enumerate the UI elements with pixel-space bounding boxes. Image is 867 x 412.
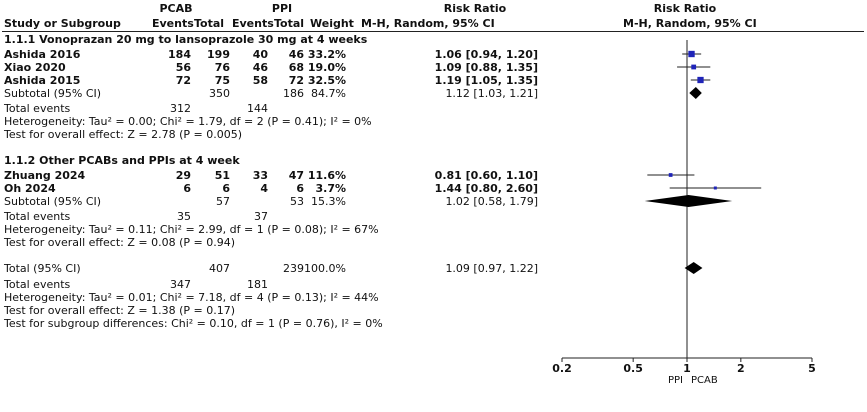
subtotal-total1: 350 (209, 87, 230, 100)
study-point (714, 187, 717, 190)
x-tick-label: 5 (808, 362, 816, 375)
col-total2: Total (274, 17, 305, 30)
study-ci: 1.19 [1.05, 1.35] (434, 74, 538, 87)
study-total2: 72 (288, 74, 304, 87)
total-overall-effect-text: Test for overall effect: Z = 1.38 (P = 0.17) (4, 304, 235, 317)
study-total1: 6 (222, 182, 230, 195)
study-total2: 46 (288, 48, 304, 61)
total-ci: 1.09 [0.97, 1.22] (445, 262, 538, 275)
study-events1: 29 (175, 169, 191, 182)
col-total1: Total (194, 17, 225, 30)
total-events-group2: 181 (247, 278, 268, 291)
x-tick-label: 0.5 (623, 362, 643, 375)
study-total1: 75 (214, 74, 230, 87)
events-group2: 144 (247, 102, 268, 115)
col-study: Study or Subgroup (4, 17, 121, 30)
heterogeneity-text: Heterogeneity: Tau² = 0.11; Chi² = 2.99, df = 1 (P = 0.08); I² = 67% (4, 223, 379, 236)
col-method-plot: M-H, Random, 95% CI (623, 17, 757, 30)
col-weight: Weight (310, 17, 354, 30)
study-events1: 56 (175, 61, 191, 74)
study-name: Oh 2024 (4, 182, 56, 195)
events-group1: 35 (177, 210, 191, 223)
risk-ratio-plot-header: Risk Ratio (653, 2, 717, 15)
study-weight: 11.6% (307, 169, 346, 182)
study-name: Ashida 2015 (4, 74, 81, 87)
total-weight: 100.0% (304, 262, 346, 275)
study-total1: 51 (214, 169, 230, 182)
study-ci: 1.44 [0.80, 2.60] (434, 182, 538, 195)
study-weight: 32.5% (307, 74, 346, 87)
study-point (669, 173, 673, 177)
total-total1: 407 (209, 262, 230, 275)
study-events2: 33 (252, 169, 268, 182)
study-weight: 33.2% (307, 48, 346, 61)
group2-header: PPI (271, 2, 293, 15)
study-events1: 72 (175, 74, 191, 87)
study-total2: 47 (288, 169, 304, 182)
subgroup-differences-text: Test for subgroup differences: Chi² = 0.10, df = 1 (P = 0.76), I² = 0% (4, 317, 383, 330)
x-tick-label: 1 (683, 362, 691, 375)
subgroup-title: 1.1.1 Vonoprazan 20 mg to lansoprazole 30 mg at 4 weeks (4, 33, 368, 46)
study-point (697, 77, 703, 83)
subtotal-total2: 53 (290, 195, 304, 208)
col-method: M-H, Random, 95% CI (361, 17, 495, 30)
subtotal-weight: 84.7% (311, 87, 346, 100)
subgroup-title: 1.1.2 Other PCABs and PPIs at 4 week (4, 154, 240, 167)
group1-header: PCAB (159, 2, 193, 15)
total-events-label: Total events (4, 278, 71, 291)
events-label: Total events (4, 102, 71, 115)
subtotal-weight: 15.3% (311, 195, 346, 208)
study-events2: 58 (252, 74, 268, 87)
study-point (688, 51, 694, 57)
study-weight: 19.0% (307, 61, 346, 74)
heterogeneity-text: Heterogeneity: Tau² = 0.00; Chi² = 1.79, df = 2 (P = 0.41); I² = 0% (4, 115, 372, 128)
risk-ratio-header: Risk Ratio (443, 2, 507, 15)
study-events1: 184 (168, 48, 191, 61)
subtotal-total1: 57 (216, 195, 230, 208)
summary-diamond (689, 87, 702, 99)
total-heterogeneity-text: Heterogeneity: Tau² = 0.01; Chi² = 7.18, df = 4 (P = 0.13); I² = 44% (4, 291, 379, 304)
study-name: Xiao 2020 (4, 61, 66, 74)
events-label: Total events (4, 210, 71, 223)
study-events2: 4 (260, 182, 268, 195)
overall-effect-text: Test for overall effect: Z = 2.78 (P = 0.005) (4, 128, 242, 141)
x-label-favours-pcab: PCAB (691, 375, 718, 386)
subtotal-label: Subtotal (95% CI) (4, 195, 102, 208)
subtotal-ci: 1.02 [0.58, 1.79] (445, 195, 538, 208)
study-total1: 76 (214, 61, 230, 74)
events-group2: 37 (254, 210, 268, 223)
study-ci: 1.09 [0.88, 1.35] (434, 61, 538, 74)
subtotal-label: Subtotal (95% CI) (4, 87, 102, 100)
subtotal-ci: 1.12 [1.03, 1.21] (445, 87, 538, 100)
study-ci: 1.06 [0.94, 1.20] (434, 48, 538, 61)
x-tick-label: 0.2 (552, 362, 572, 375)
study-total1: 199 (207, 48, 230, 61)
study-weight: 3.7% (315, 182, 346, 195)
study-events2: 40 (252, 48, 268, 61)
x-label-favours-ppi: PPI (667, 375, 683, 386)
total-total2: 239 (283, 262, 304, 275)
total-events-group1: 347 (170, 278, 191, 291)
col-events2: Events (232, 17, 274, 30)
overall-effect-text: Test for overall effect: Z = 0.08 (P = 0.94) (4, 236, 235, 249)
study-events1: 6 (183, 182, 191, 195)
total-label: Total (95% CI) (4, 262, 81, 275)
study-events2: 46 (252, 61, 268, 74)
study-point (691, 65, 696, 70)
subtotal-total2: 186 (283, 87, 304, 100)
study-name: Ashida 2016 (4, 48, 81, 61)
summary-diamond (645, 195, 733, 207)
study-total2: 68 (288, 61, 304, 74)
study-total2: 6 (296, 182, 304, 195)
col-events1: Events (152, 17, 194, 30)
study-ci: 0.81 [0.60, 1.10] (434, 169, 538, 182)
events-group1: 312 (170, 102, 191, 115)
x-tick-label: 2 (737, 362, 745, 375)
study-name: Zhuang 2024 (4, 169, 86, 182)
